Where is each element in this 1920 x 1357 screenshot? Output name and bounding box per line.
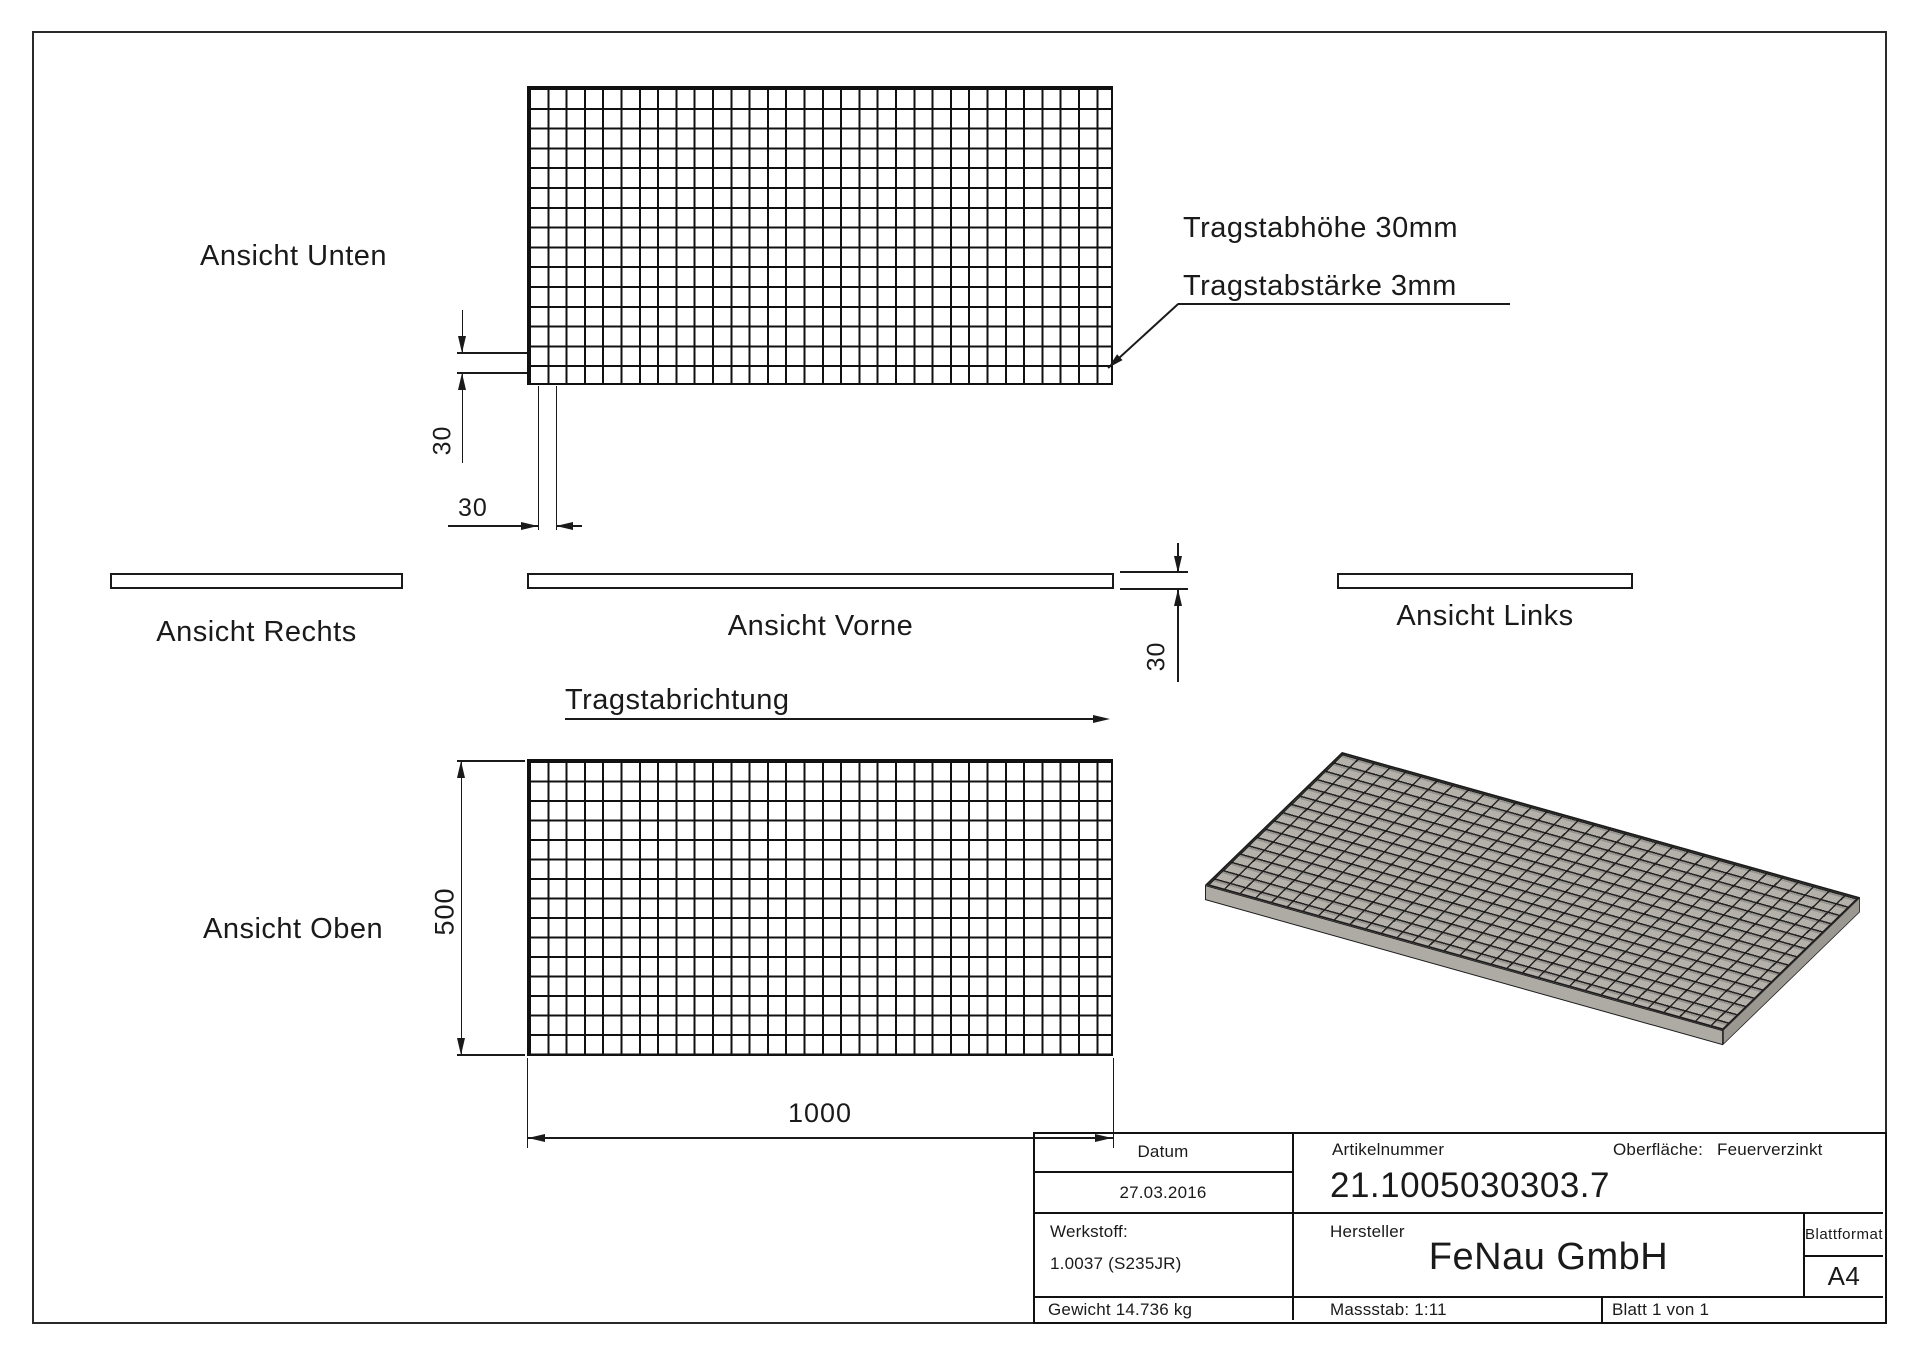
tragstabrichtung-line [565, 718, 1095, 720]
tragstabrichtung-arrowhead-icon [1093, 715, 1110, 723]
view-oben-grid [527, 759, 1113, 1056]
artikelnummer-value: 21.1005030303.7 [1330, 1166, 1610, 1205]
dim-arrow-icon [528, 1134, 545, 1142]
title-block-line [1033, 1171, 1293, 1173]
datum-value: 27.03.2016 [1119, 1183, 1207, 1202]
dim-bar-height: 30 [1142, 641, 1171, 672]
view-rechts-bar [110, 573, 403, 589]
dim-ext-line [457, 372, 527, 374]
dim-ext-line [457, 760, 525, 762]
oberflaeche-value: Feuerverzinkt [1717, 1140, 1823, 1159]
view-rechts-label: Ansicht Rechts [156, 616, 357, 648]
dim-mesh-width: 30 [458, 494, 488, 522]
dim-arrow-icon [1174, 589, 1182, 606]
dim-ext-line [556, 386, 558, 530]
blatt-value: Blatt 1 von 1 [1612, 1300, 1710, 1319]
werkstoff-label: Werkstoff: [1050, 1222, 1128, 1241]
werkstoff-value: 1.0037 (S235JR) [1050, 1254, 1182, 1273]
dim-length-1000: 1000 [787, 1098, 853, 1128]
dim-ext-line [457, 352, 527, 354]
dim-mesh-height: 30 [428, 425, 457, 456]
view-links-bar [1337, 573, 1633, 589]
artikelnummer-label: Artikelnummer [1332, 1140, 1445, 1159]
dim-line [461, 761, 463, 1055]
hersteller-value: FeNau GmbH [1428, 1236, 1669, 1278]
leader-underline [1178, 303, 1510, 305]
blattformat-value: A4 [1827, 1261, 1861, 1291]
view-links-label: Ansicht Links [1396, 600, 1574, 632]
title-block-line [1033, 1296, 1883, 1298]
dim-arrow-icon [457, 761, 465, 778]
dim-arrow-icon [458, 373, 466, 390]
title-block-line [1601, 1296, 1603, 1322]
view-vorne-label: Ansicht Vorne [727, 610, 914, 642]
title-block-line [1033, 1212, 1883, 1214]
view-unten-grid [527, 86, 1113, 385]
oberflaeche-label: Oberfläche: [1613, 1140, 1704, 1159]
hersteller-label: Hersteller [1330, 1222, 1405, 1241]
dim-arrow-icon [458, 336, 466, 353]
dim-ext-line [538, 386, 540, 530]
dim-ext-line [457, 1054, 525, 1056]
dim-arrow-icon [521, 522, 538, 530]
massstab-value: Massstab: 1:11 [1330, 1300, 1447, 1319]
title-block-line [1803, 1255, 1883, 1257]
datum-label: Datum [1137, 1142, 1189, 1161]
dim-arrow-icon [457, 1038, 465, 1055]
view-oben-label: Ansicht Oben [203, 913, 384, 945]
blattformat-label: Blattformat [1804, 1226, 1884, 1243]
annotation-tragstabstaerke: Tragstabstärke 3mm [1183, 270, 1457, 302]
annotation-tragstabhoehe: Tragstabhöhe 30mm [1183, 212, 1459, 244]
annotation-tragstabrichtung: Tragstabrichtung [565, 684, 790, 716]
gewicht-value: Gewicht 14.736 kg [1048, 1300, 1193, 1319]
dim-line [527, 1137, 1113, 1139]
view-vorne-bar [527, 573, 1114, 589]
view-unten-label: Ansicht Unten [200, 240, 388, 272]
dim-arrow-icon [556, 522, 573, 530]
dim-arrow-icon [1174, 556, 1182, 573]
dim-width-500: 500 [429, 887, 460, 936]
